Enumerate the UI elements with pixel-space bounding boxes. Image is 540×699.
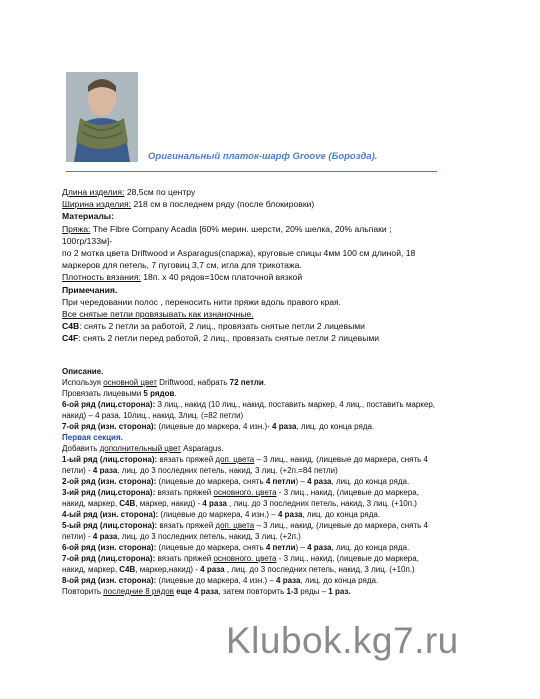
section-row-6 xyxy=(62,542,435,553)
length-label: Длина изделия: xyxy=(62,187,125,197)
gauge-line xyxy=(62,271,415,283)
c4f-label: С4F xyxy=(62,333,79,344)
section-row-2 xyxy=(62,476,435,487)
row-text: , затем повторить xyxy=(218,587,287,596)
row-text: ) – xyxy=(295,543,308,552)
row-count: 4 петли xyxy=(265,543,296,552)
row-label: 5-ый ряд (лиц.сторона): xyxy=(62,521,158,530)
row-repeat: 4 раза xyxy=(92,532,118,541)
row-repeat: 4 раза xyxy=(276,576,301,585)
note-1: При чередовании полос , переносить нити пряжи вдоль правого края. xyxy=(62,296,342,307)
row-cable: С4В xyxy=(119,499,136,508)
row-repeat: 4 раза xyxy=(202,499,227,508)
desc-cast-on: 72 петли xyxy=(229,378,264,387)
row-text: Повторить xyxy=(62,587,104,596)
row-text: вязать пряжей xyxy=(157,455,216,464)
row-text: накид, маркер, xyxy=(62,565,120,574)
repeat-range: 1-3 xyxy=(286,587,299,596)
row-label: 2-ой ряд (изн. сторона): xyxy=(62,477,157,486)
row-repeat: 4 раза xyxy=(307,477,332,486)
c4b-line xyxy=(62,320,415,332)
row-text: ) – xyxy=(295,477,308,486)
row-repeat: 4 раза xyxy=(200,565,225,574)
desc-text: Asparagus. xyxy=(180,444,224,453)
width-value: 218 см в последнем ряду (после блокировки) xyxy=(131,199,315,210)
yarn-line-3: по 2 мотка цвета Driftwood и Asparagus(спаржа), круговые спицы 4мм 100 см длиной, 18 xyxy=(62,248,416,259)
description-section xyxy=(62,366,435,597)
section-row-7 xyxy=(62,553,435,564)
row-color: доп. цвета xyxy=(215,521,255,530)
repeat-rows: последние 8 рядов xyxy=(103,587,174,596)
row-text: (лицевые до маркера, 4 изн.)- xyxy=(156,422,273,431)
section-heading: Первая секция. xyxy=(62,433,123,442)
section-row-1 xyxy=(62,454,435,465)
row-text: вязать пряжей xyxy=(155,554,214,563)
photo-caption: Оригинальный платок-шарф Groove (Борозда). xyxy=(148,151,378,162)
row-text: , маркер, накид) - xyxy=(135,499,203,508)
row-text: , лиц. до 3 последних петель, накид, 3 лиц. (+10п.) xyxy=(226,499,417,508)
row-count: 4 петли xyxy=(265,477,296,486)
section-row-8 xyxy=(62,575,435,586)
row-text: вязать пряжей xyxy=(157,521,216,530)
row-text: (лицевые до маркера, снять xyxy=(156,543,266,552)
width-line xyxy=(62,198,415,210)
c4b-label: С4В xyxy=(62,321,80,332)
row-repeat: 4 раза xyxy=(277,510,303,519)
desc-line-1 xyxy=(62,377,435,388)
desc-text: . xyxy=(174,389,177,398)
section-row-4 xyxy=(62,509,435,520)
desc-add-color xyxy=(62,443,435,454)
row-text: вязать пряжей xyxy=(155,488,214,497)
notes-heading: Примечания. xyxy=(62,284,118,295)
width-label: Ширина изделия: xyxy=(62,199,132,210)
desc-row-6 xyxy=(62,399,435,410)
desc-text: Провязать лицевыми xyxy=(62,389,144,398)
section-row-3 xyxy=(62,487,435,498)
yarn-label: Пряжа: xyxy=(62,223,91,234)
c4b-value: : снять 2 петли за работой, 2 лиц., провязать снятые петли 2 лицевыми xyxy=(79,321,365,332)
repeat-instruction xyxy=(62,586,435,597)
row-text: петли) - xyxy=(62,466,93,475)
row-text: ряды – xyxy=(298,587,329,596)
description-heading: Описание. xyxy=(62,367,104,376)
row-text: - 3 лиц., накид, (лицевые до маркера, xyxy=(276,488,419,497)
desc-line-2 xyxy=(62,388,435,399)
row-text: , маркер,накид) - xyxy=(135,565,201,574)
model-photo xyxy=(66,72,138,162)
desc-text: Используя xyxy=(62,378,104,387)
caption-divider xyxy=(66,171,437,172)
row-text: (лицевые до маркера, 4 изн.) – xyxy=(156,576,277,585)
row-label: 6-ой ряд (изн. сторона): xyxy=(62,543,157,552)
yarn-line-2: 100гр/133м]- xyxy=(62,235,113,246)
row-text: - 3 лиц., накид, (лицевые до маркера, xyxy=(276,554,419,563)
row-repeat: 4 раза xyxy=(272,422,297,431)
row-text: , лиц. до 3 последних петель, накид, 3 лиц. (+2п.) xyxy=(117,532,301,541)
row-color: доп. цвета xyxy=(215,455,255,464)
note-2: Все снятые петли провязывать как изнаночные. xyxy=(62,309,254,320)
row-text: петли) - xyxy=(62,532,93,541)
row-text: – 3 лиц., накид, (лицевые до маркера, снять 4 xyxy=(254,455,428,464)
c4f-line xyxy=(62,332,415,344)
desc-text: . xyxy=(263,378,266,387)
row-text: (лицевые до маркера, снять xyxy=(156,477,266,486)
section-row-3-cont xyxy=(62,498,435,509)
row-color: основного. цвета xyxy=(213,554,277,563)
row-text: , лиц. до конца ряда. xyxy=(296,422,375,431)
row-label: 7-ой ряд (изн. сторона): xyxy=(62,422,157,431)
section-row-7-cont xyxy=(62,564,435,575)
section-row-1-cont xyxy=(62,465,435,476)
row-text: , лиц. до конца ряда. xyxy=(331,543,410,552)
desc-main-color: основной цвет xyxy=(103,378,157,387)
desc-extra-color: дополнительный цвет xyxy=(99,444,181,453)
row-repeat: 4 раза xyxy=(92,466,118,475)
materials-heading: Материалы: xyxy=(62,211,115,222)
site-watermark: Klubok.kg7.ru xyxy=(226,620,459,661)
yarn-line-4: маркеров для петель, 7 пуговиц 3,7 см, игла для трикотажа. xyxy=(62,260,302,271)
row-text: 3 лиц., накид (10 лиц., накид, поставить маркер, 4 лиц., поставить маркер, xyxy=(155,400,436,409)
row-text: накид, маркер, xyxy=(62,499,120,508)
desc-row-6-cont: накид) – 4 раза, 10лиц., накид, 3лиц. (=82 петли) xyxy=(62,411,244,420)
row-color: основного. цвета xyxy=(213,488,277,497)
c4f-value: : снять 2 петли перед работой, 2 лиц., провязать снятые петли 2 лицевыми xyxy=(78,333,380,344)
yarn-value-1: The Fibre Company Acadia [60% мерин. шерсти, 20% шелка, 20% альпаки ; xyxy=(90,223,392,234)
row-label: 6-ой ряд (лиц.сторона): xyxy=(62,400,156,409)
specs-section xyxy=(62,186,415,345)
gauge-label: Плотность вязания: xyxy=(62,272,141,283)
row-label: 1-ый ряд (лиц.сторона): xyxy=(62,455,158,464)
row-text: – 3 лиц., накид, (лицевые до маркера, снять 4 xyxy=(254,521,428,530)
desc-row-7 xyxy=(62,421,435,432)
repeat-count: еще 4 раза xyxy=(173,587,219,596)
row-label: 4-ый ряд (изн. сторона): xyxy=(62,510,159,519)
row-text: , лиц. до конца ряда. xyxy=(300,576,379,585)
row-cable: С4В xyxy=(119,565,136,574)
row-text: , лиц. до конца ряда. xyxy=(331,477,410,486)
row-label: 7-ой ряд (лиц.сторона): xyxy=(62,554,156,563)
row-label: 8-ой ряд (изн. сторона): xyxy=(62,576,157,585)
row-text: , лиц. до 3 последних петель, накид, 3 лиц. (+2п.=84 петли) xyxy=(117,466,338,475)
desc-text: Добавить xyxy=(62,444,100,453)
row-text: , лиц. до конца ряда. xyxy=(302,510,381,519)
row-text: (лицевые до маркера, 4 изн.) – xyxy=(158,510,278,519)
row-label: 3-ий ряд (лиц.сторона): xyxy=(62,488,156,497)
length-value: 28,5см по центру xyxy=(124,187,196,197)
row-text: , лиц. до 3 последних петель, накид, 3 лиц. (+10п.) xyxy=(224,565,415,574)
yarn-line-1 xyxy=(62,223,415,235)
section-row-5 xyxy=(62,520,435,531)
model-photo-illustration xyxy=(66,72,138,162)
gauge-value: 18п. х 40 рядов=10см платочной вязкой xyxy=(140,272,303,283)
row-repeat: 4 раза xyxy=(307,543,332,552)
section-row-5-cont xyxy=(62,531,435,542)
desc-rows: 5 рядов xyxy=(143,389,175,398)
length-line xyxy=(62,186,415,198)
repeat-final: 1 раз. xyxy=(328,587,351,596)
desc-text: Driftwood, набрать xyxy=(156,378,230,387)
